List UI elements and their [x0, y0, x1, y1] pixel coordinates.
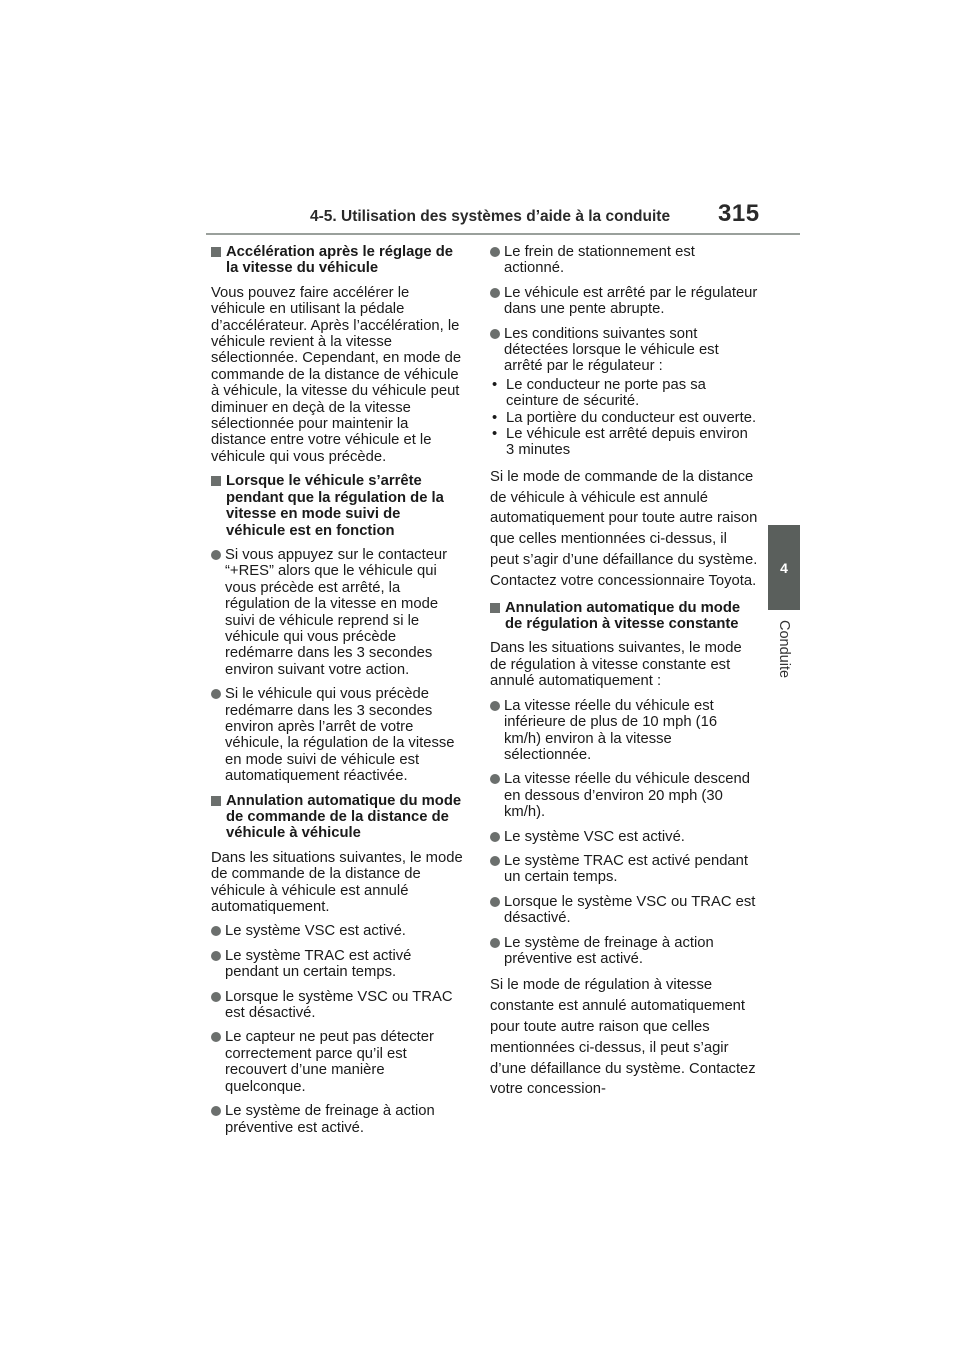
paragraph: Si le mode de commande de la distance de véhicule à véhicule est annulé automatiquement pour toute autre raison que celles mentionnées ci-dessus, il peut s’agir d’une défaillance du système. Contactez votre concessionnaire Toyota. — [490, 468, 758, 589]
square-bullet-icon — [490, 603, 500, 613]
chapter-tab-label — [768, 620, 800, 710]
circle-bullet-icon — [490, 774, 500, 784]
list-item — [211, 1029, 463, 1095]
section-title: 4-5. Utilisation des systèmes d’aide à la conduite — [310, 208, 671, 225]
list-item-text: Le système de freinage à action préventive est activé. — [225, 1103, 435, 1136]
circle-bullet-icon — [211, 1106, 221, 1116]
sub-list-item — [490, 426, 758, 459]
dot-marker: • — [492, 409, 498, 426]
sub-list-item — [490, 377, 758, 410]
circle-bullet-icon — [490, 832, 500, 842]
chapter-tab-text: Conduite — [776, 620, 792, 679]
sub-list-item-text: Le véhicule est arrêté depuis environ 3 minutes — [506, 426, 748, 459]
chapter-tab-number: 4 — [768, 525, 800, 610]
sub-list-item-text: La portière du conducteur est ouverte. — [506, 409, 757, 426]
heading-text: Annulation automatique du mode de commande de la distance de véhicule à véhicule — [226, 792, 462, 842]
circle-bullet-icon — [211, 550, 221, 560]
header-divider — [206, 233, 800, 235]
list-item-text: Le système VSC est activé. — [504, 828, 685, 845]
list-item-text: Si le véhicule qui vous précède redémarre dans les 3 secondes environ après l’arrêt de votre véhicule, la régulation de la vitesse en mode suivi de véhicule est automatiquement réactivée. — [225, 686, 455, 785]
list-item — [211, 1103, 463, 1136]
heading-text: Lorsque le véhicule s’arrête pendant que la régulation de la vitesse en mode suivi de véhicule est en fonction — [226, 473, 444, 539]
circle-bullet-icon — [490, 701, 500, 711]
section-heading — [490, 600, 758, 633]
list-item-text: La vitesse réelle du véhicule est inférieure de plus de 10 mph (16 km/h) environ à la vitesse sélectionnée. — [504, 697, 718, 763]
list-item-text: La vitesse réelle du véhicule descend en dessous d’environ 20 mph (30 km/h). — [504, 771, 750, 821]
section-heading — [211, 244, 463, 277]
list-item-text: Le système de freinage à action préventive est activé. — [504, 934, 714, 967]
circle-bullet-icon — [211, 992, 221, 1002]
section-heading — [211, 473, 463, 539]
circle-bullet-icon — [490, 897, 500, 907]
dot-marker: • — [492, 376, 498, 393]
list-item-text: Le système TRAC est activé pendant un certain temps. — [225, 947, 412, 981]
section-heading — [211, 793, 463, 842]
circle-bullet-icon — [211, 926, 221, 936]
list-item-text: Lorsque le système VSC ou TRAC est désactivé. — [504, 893, 756, 927]
list-item-text: Le capteur ne peut pas détecter correctement parce qu’il est recouvert d’une manière quelconque. — [225, 1029, 434, 1095]
right-column — [490, 244, 758, 1108]
list-item — [490, 853, 758, 886]
list-item-text: Le frein de stationnement est actionné. — [504, 244, 695, 277]
circle-bullet-icon — [490, 288, 500, 298]
sub-list-item — [490, 410, 758, 426]
square-bullet-icon — [211, 247, 221, 257]
sub-list-item-text: Le conducteur ne porte pas sa ceinture de sécurité. — [506, 376, 706, 410]
list-item — [211, 547, 463, 678]
page-number: 315 — [718, 200, 760, 227]
list-item — [211, 989, 463, 1022]
heading-text: Accélération après le réglage de la vitesse du véhicule — [226, 244, 453, 277]
list-item — [211, 923, 463, 939]
list-item-text: Le système TRAC est activé pendant un certain temps. — [504, 852, 748, 886]
list-item — [490, 894, 758, 927]
list-item-text: Le système VSC est activé. — [225, 923, 406, 940]
circle-bullet-icon — [490, 938, 500, 948]
list-item-text: Si vous appuyez sur le contacteur “+RES” alors que le véhicule qui vous précède est arrêté, la régulation de la vitesse en mode suivi de véhicule reprend si le véhicule qui vous précède redémarre dans les 3 secondes environ suivant votre action. — [225, 546, 448, 678]
list-item — [490, 285, 758, 318]
list-item-text: Le véhicule est arrêté par le régulateur dans une pente abrupte. — [504, 284, 758, 318]
circle-bullet-icon — [490, 856, 500, 866]
list-item-text: Les conditions suivantes sont détectées lorsque le véhicule est arrêté par le régulateur : — [504, 325, 719, 375]
circle-bullet-icon — [490, 247, 500, 257]
paragraph: Si le mode de régulation à vitesse constante est annulé automatiquement pour toute autre raison que celles mentionnées ci-dessus, il peut s’agir d’une défaillance du système. Contactez votre concession- — [490, 977, 756, 1098]
list-item — [490, 244, 758, 277]
paragraph: Vous pouvez faire accélérer le véhicule en utilisant la pédale d’accélérateur. Après l’accélération, le véhicule revient à la vitesse sélectionnée. Cependant, en mode de commande de la distance de véhicule à véhicule, la vitesse du véhicule peut diminuer en deçà de la vitesse sélectionnée pour maintenir la distance entre votre véhicule et le véhicule qui vous précède. — [211, 284, 462, 465]
list-item — [490, 829, 758, 845]
list-item — [211, 686, 463, 784]
square-bullet-icon — [211, 796, 221, 806]
circle-bullet-icon — [490, 329, 500, 339]
list-item — [490, 935, 758, 968]
list-item — [490, 326, 758, 375]
left-column — [211, 244, 463, 1144]
list-item — [490, 771, 758, 820]
heading-text: Annulation automatique du mode de régulation à vitesse constante — [505, 599, 741, 633]
circle-bullet-icon — [211, 1032, 221, 1042]
sub-list — [490, 377, 758, 459]
square-bullet-icon — [211, 476, 221, 486]
list-item — [211, 948, 463, 981]
paragraph: Dans les situations suivantes, le mode de commande de la distance de véhicule à véhicule est annulé automatiquement. — [211, 849, 463, 916]
dot-marker: • — [492, 426, 498, 443]
circle-bullet-icon — [211, 689, 221, 699]
list-item — [490, 698, 758, 764]
circle-bullet-icon — [211, 951, 221, 961]
paragraph: Dans les situations suivantes, le mode de régulation à vitesse constante est annulé automatiquement : — [490, 640, 742, 690]
list-item-text: Lorsque le système VSC ou TRAC est désactivé. — [225, 988, 453, 1022]
